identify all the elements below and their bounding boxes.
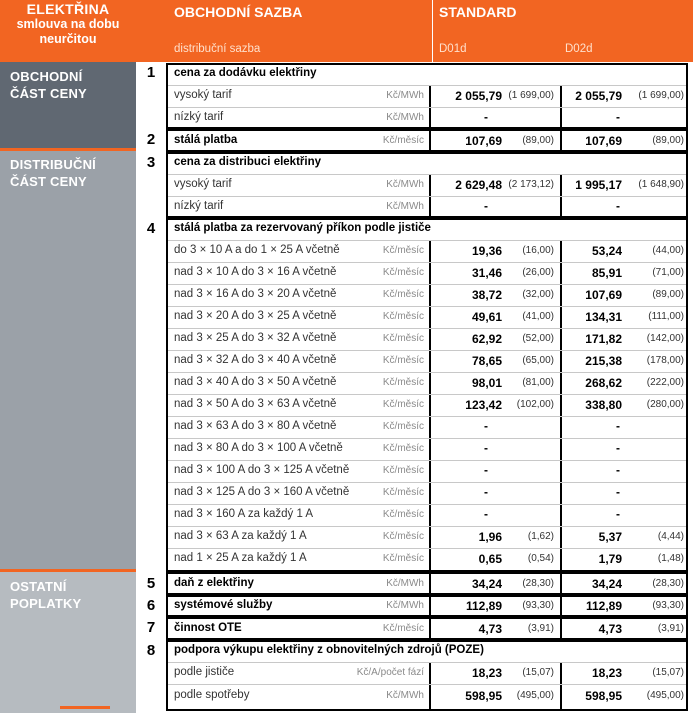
value-d01d-net: (89,00) <box>522 135 554 146</box>
table-row <box>168 460 686 483</box>
table-row <box>168 350 686 373</box>
sidebar-section-distribution-label <box>10 156 96 190</box>
row-label: stálá platba za rezervovaný příkon podle jističe <box>174 222 431 234</box>
value-d02d: 34,24 <box>591 577 622 591</box>
value-d01d-net: (1 699,00) <box>508 90 554 101</box>
value-d02d: - <box>616 507 620 521</box>
sidebar-section-other-label <box>10 578 81 612</box>
value-d01d: 31,46 <box>471 266 502 280</box>
row-number: 5 <box>146 575 156 592</box>
sidebar-label-line: OBCHODNÍ <box>10 69 83 84</box>
row-number: 4 <box>146 220 156 237</box>
value-d01d: - <box>484 507 488 521</box>
row-label: nad 3 × 125 A do 3 × 160 A včetně <box>174 486 350 498</box>
row-unit: Kč/MWh <box>386 690 424 701</box>
sidebar-label-line: POPLATKY <box>10 596 82 611</box>
value-d01d-net: (3,91) <box>527 623 554 634</box>
row-unit: Kč/měsíc <box>382 509 424 520</box>
value-d01d: - <box>484 441 488 455</box>
table-row <box>168 482 686 505</box>
table-row <box>168 152 686 175</box>
row-unit: Kč/MWh <box>386 578 424 589</box>
sidebar-section-other-fees <box>0 572 136 713</box>
value-d01d-net: (81,00) <box>522 377 554 388</box>
row-label: stálá platba <box>174 134 238 146</box>
row-unit: Kč/MWh <box>386 201 424 212</box>
row-number: 2 <box>146 131 156 148</box>
row-label: nad 3 × 25 A do 3 × 32 A včetně <box>174 332 337 344</box>
row-label: podpora výkupu elektřiny z obnovitelných zdrojů (POZE) <box>174 644 484 656</box>
value-d02d-net: (1 699,00) <box>638 90 684 101</box>
header-tariff-title: OBCHODNÍ SAZBA <box>174 4 303 20</box>
table-row <box>168 107 686 129</box>
row-label: nad 1 × 25 A za každý 1 A <box>174 552 307 564</box>
row-unit: Kč/MWh <box>386 600 424 611</box>
value-d01d: 34,24 <box>471 577 502 591</box>
row-label: systémové služby <box>174 599 273 611</box>
value-d01d: 2 629,48 <box>455 178 502 192</box>
table-row <box>168 662 686 685</box>
table-row <box>168 526 686 549</box>
sidebar-section-commercial <box>0 62 136 150</box>
row-unit: Kč/měsíc <box>382 421 424 432</box>
value-d02d-net: (495,00) <box>646 690 684 701</box>
value-d01d-net: (2 173,12) <box>508 179 554 190</box>
value-d02d-net: (44,00) <box>652 245 684 256</box>
value-d01d-net: (15,07) <box>522 667 554 678</box>
header-product-title: ELEKTŘINA <box>26 1 110 17</box>
value-d01d-net: (1,62) <box>527 531 554 542</box>
row-number: 7 <box>146 619 156 636</box>
row-unit: Kč/měsíc <box>382 465 424 476</box>
value-d01d: 1,96 <box>478 530 502 544</box>
value-d02d: 5,37 <box>598 530 622 544</box>
row-label: cena za distribuci elektřiny <box>174 156 322 168</box>
row-label: nad 3 × 80 A do 3 × 100 A včetně <box>174 442 343 454</box>
value-d02d: 215,38 <box>585 354 622 368</box>
sidebar-section-distribution <box>0 151 136 571</box>
value-d02d-net: (28,30) <box>652 578 684 589</box>
table-row <box>168 685 686 707</box>
value-d01d: 18,23 <box>471 666 502 680</box>
value-d02d-net: (178,00) <box>646 355 684 366</box>
row-label: nad 3 × 40 A do 3 × 50 A včetně <box>174 376 337 388</box>
row-unit: Kč/měsíc <box>382 311 424 322</box>
value-d01d: 62,92 <box>471 332 502 346</box>
value-d02d: 107,69 <box>585 288 622 302</box>
table-row <box>168 196 686 218</box>
value-d02d-net: (1,48) <box>657 553 684 564</box>
value-d01d: 38,72 <box>471 288 502 302</box>
row-label: vysoký tarif <box>174 89 232 101</box>
header-product <box>0 0 136 64</box>
table-row <box>168 284 686 307</box>
value-d02d-net: (111,00) <box>648 311 684 322</box>
row-unit: Kč/MWh <box>386 112 424 123</box>
value-d01d: 78,65 <box>471 354 502 368</box>
value-d01d-net: (0,54) <box>527 553 554 564</box>
table-row <box>168 174 686 197</box>
table-row <box>168 640 686 663</box>
header-col1: D01d <box>439 43 467 55</box>
row-unit: Kč/A/počet fází <box>356 667 424 678</box>
header-standard-title: STANDARD <box>439 4 517 20</box>
value-d02d: - <box>616 463 620 477</box>
sidebar-section-commercial-label <box>10 68 87 102</box>
value-d02d: - <box>616 419 620 433</box>
table-row <box>168 438 686 461</box>
value-d01d: - <box>484 463 488 477</box>
row-label: nad 3 × 32 A do 3 × 40 A včetně <box>174 354 337 366</box>
value-d02d: 1,79 <box>598 552 622 566</box>
value-d02d-net: (93,30) <box>652 600 684 611</box>
value-d01d-net: (32,00) <box>522 289 554 300</box>
row-label: cena za dodávku elektřiny <box>174 67 317 79</box>
value-d02d: 171,82 <box>585 332 622 346</box>
table-row <box>168 416 686 439</box>
value-d01d: 19,36 <box>471 244 502 258</box>
row-number: 8 <box>146 642 156 659</box>
row-unit: Kč/měsíc <box>382 135 424 146</box>
table-row <box>168 240 686 263</box>
row-unit: Kč/MWh <box>386 90 424 101</box>
row-label: nad 3 × 10 A do 3 × 16 A včetně <box>174 266 337 278</box>
value-d02d: - <box>616 199 620 213</box>
sidebar-label-line: ČÁST CENY <box>10 174 87 189</box>
table-row <box>168 85 686 108</box>
value-d02d: 107,69 <box>585 134 622 148</box>
table-row <box>168 595 686 617</box>
value-d02d: 18,23 <box>591 666 622 680</box>
table-row <box>168 218 686 241</box>
value-d01d: 98,01 <box>471 376 502 390</box>
value-d02d-net: (280,00) <box>646 399 684 410</box>
header-tariff <box>166 0 428 62</box>
table-row <box>168 618 686 640</box>
row-label: nízký tarif <box>174 200 224 212</box>
value-d02d: 598,95 <box>585 689 622 703</box>
sidebar-label-line: OSTATNÍ <box>10 579 67 594</box>
value-d02d: - <box>616 485 620 499</box>
value-d02d: 53,24 <box>591 244 622 258</box>
value-d02d-net: (71,00) <box>652 267 684 278</box>
row-label: nad 3 × 16 A do 3 × 20 A včetně <box>174 288 337 300</box>
table-row <box>168 372 686 395</box>
row-label: do 3 × 10 A a do 1 × 25 A včetně <box>174 244 340 256</box>
value-d02d: 4,73 <box>598 622 622 636</box>
row-unit: Kč/měsíc <box>382 289 424 300</box>
header-standard <box>432 0 693 62</box>
value-d02d-net: (3,91) <box>657 623 684 634</box>
row-label: daň z elektřiny <box>174 577 254 589</box>
row-unit: Kč/měsíc <box>382 377 424 388</box>
row-unit: Kč/měsíc <box>382 267 424 278</box>
value-d01d-net: (93,30) <box>522 600 554 611</box>
value-d01d: 4,73 <box>478 622 502 636</box>
row-label: nad 3 × 63 A za každý 1 A <box>174 530 307 542</box>
table-row <box>168 394 686 417</box>
table-row <box>168 573 686 595</box>
value-d02d-net: (89,00) <box>652 289 684 300</box>
row-label: podle spotřeby <box>174 689 250 701</box>
table-row <box>168 63 686 86</box>
table-row <box>168 306 686 329</box>
value-d01d: - <box>484 199 488 213</box>
value-d01d-net: (26,00) <box>522 267 554 278</box>
sidebar-divider <box>60 706 110 709</box>
header-tariff-sub: distribuční sazba <box>174 43 261 55</box>
value-d01d-net: (102,00) <box>516 399 554 410</box>
row-label: nad 3 × 63 A do 3 × 80 A včetně <box>174 420 337 432</box>
row-label: nad 3 × 50 A do 3 × 63 A včetně <box>174 398 337 410</box>
value-d02d: 268,62 <box>585 376 622 390</box>
value-d01d: 598,95 <box>465 689 502 703</box>
value-d02d-net: (222,00) <box>646 377 684 388</box>
value-d02d: 2 055,79 <box>575 89 622 103</box>
value-d02d: 112,89 <box>585 599 622 613</box>
row-unit: Kč/měsíc <box>382 553 424 564</box>
value-d02d: - <box>616 441 620 455</box>
value-d01d-net: (41,00) <box>522 311 554 322</box>
value-d01d-net: (28,30) <box>522 578 554 589</box>
value-d02d: 338,80 <box>585 398 622 412</box>
header-col2: D02d <box>565 43 593 55</box>
value-d01d: - <box>484 419 488 433</box>
row-unit: Kč/měsíc <box>382 399 424 410</box>
value-d02d-net: (4,44) <box>657 531 684 542</box>
value-d02d: 134,31 <box>585 310 622 324</box>
sidebar-label-line: ČÁST CENY <box>10 86 87 101</box>
row-unit: Kč/MWh <box>386 179 424 190</box>
value-d02d-net: (15,07) <box>652 667 684 678</box>
row-label: nad 3 × 100 A do 3 × 125 A včetně <box>174 464 350 476</box>
value-d02d-net: (1 648,90) <box>638 179 684 190</box>
value-d02d-net: (89,00) <box>652 135 684 146</box>
row-unit: Kč/měsíc <box>382 333 424 344</box>
row-label: nízký tarif <box>174 111 224 123</box>
value-d02d: 1 995,17 <box>575 178 622 192</box>
row-label: nad 3 × 160 A za každý 1 A <box>174 508 314 520</box>
row-label: podle jističe <box>174 666 235 678</box>
table-row <box>168 548 686 570</box>
row-unit: Kč/měsíc <box>382 623 424 634</box>
header-product-line2: smlouva na dobu <box>16 17 120 31</box>
row-unit: Kč/měsíc <box>382 355 424 366</box>
value-d02d: - <box>616 110 620 124</box>
row-label: vysoký tarif <box>174 178 232 190</box>
row-number: 6 <box>146 597 156 614</box>
value-d02d: 85,91 <box>591 266 622 280</box>
row-unit: Kč/měsíc <box>382 245 424 256</box>
value-d01d: - <box>484 485 488 499</box>
value-d01d-net: (65,00) <box>522 355 554 366</box>
value-d01d: 49,61 <box>471 310 502 324</box>
row-number: 3 <box>146 154 156 171</box>
row-unit: Kč/měsíc <box>382 531 424 542</box>
value-d02d-net: (142,00) <box>646 333 684 344</box>
row-unit: Kč/měsíc <box>382 487 424 498</box>
row-label: nad 3 × 20 A do 3 × 25 A včetně <box>174 310 337 322</box>
value-d01d: 107,69 <box>465 134 502 148</box>
value-d01d: - <box>484 110 488 124</box>
value-d01d: 112,89 <box>465 599 502 613</box>
row-unit: Kč/měsíc <box>382 443 424 454</box>
value-d01d: 2 055,79 <box>455 89 502 103</box>
value-d01d: 123,42 <box>465 398 502 412</box>
value-d01d-net: (495,00) <box>516 690 554 701</box>
header-product-line3: neurčitou <box>39 32 97 46</box>
value-d01d: 0,65 <box>478 552 502 566</box>
sidebar-label-line: DISTRIBUČNÍ <box>10 157 96 172</box>
table-row <box>168 328 686 351</box>
row-label: činnost OTE <box>174 622 242 634</box>
table-row <box>168 130 686 152</box>
row-number: 1 <box>146 64 156 81</box>
table-header <box>0 0 693 62</box>
value-d01d-net: (16,00) <box>522 245 554 256</box>
value-d01d-net: (52,00) <box>522 333 554 344</box>
table-row <box>168 504 686 527</box>
table-row <box>168 262 686 285</box>
